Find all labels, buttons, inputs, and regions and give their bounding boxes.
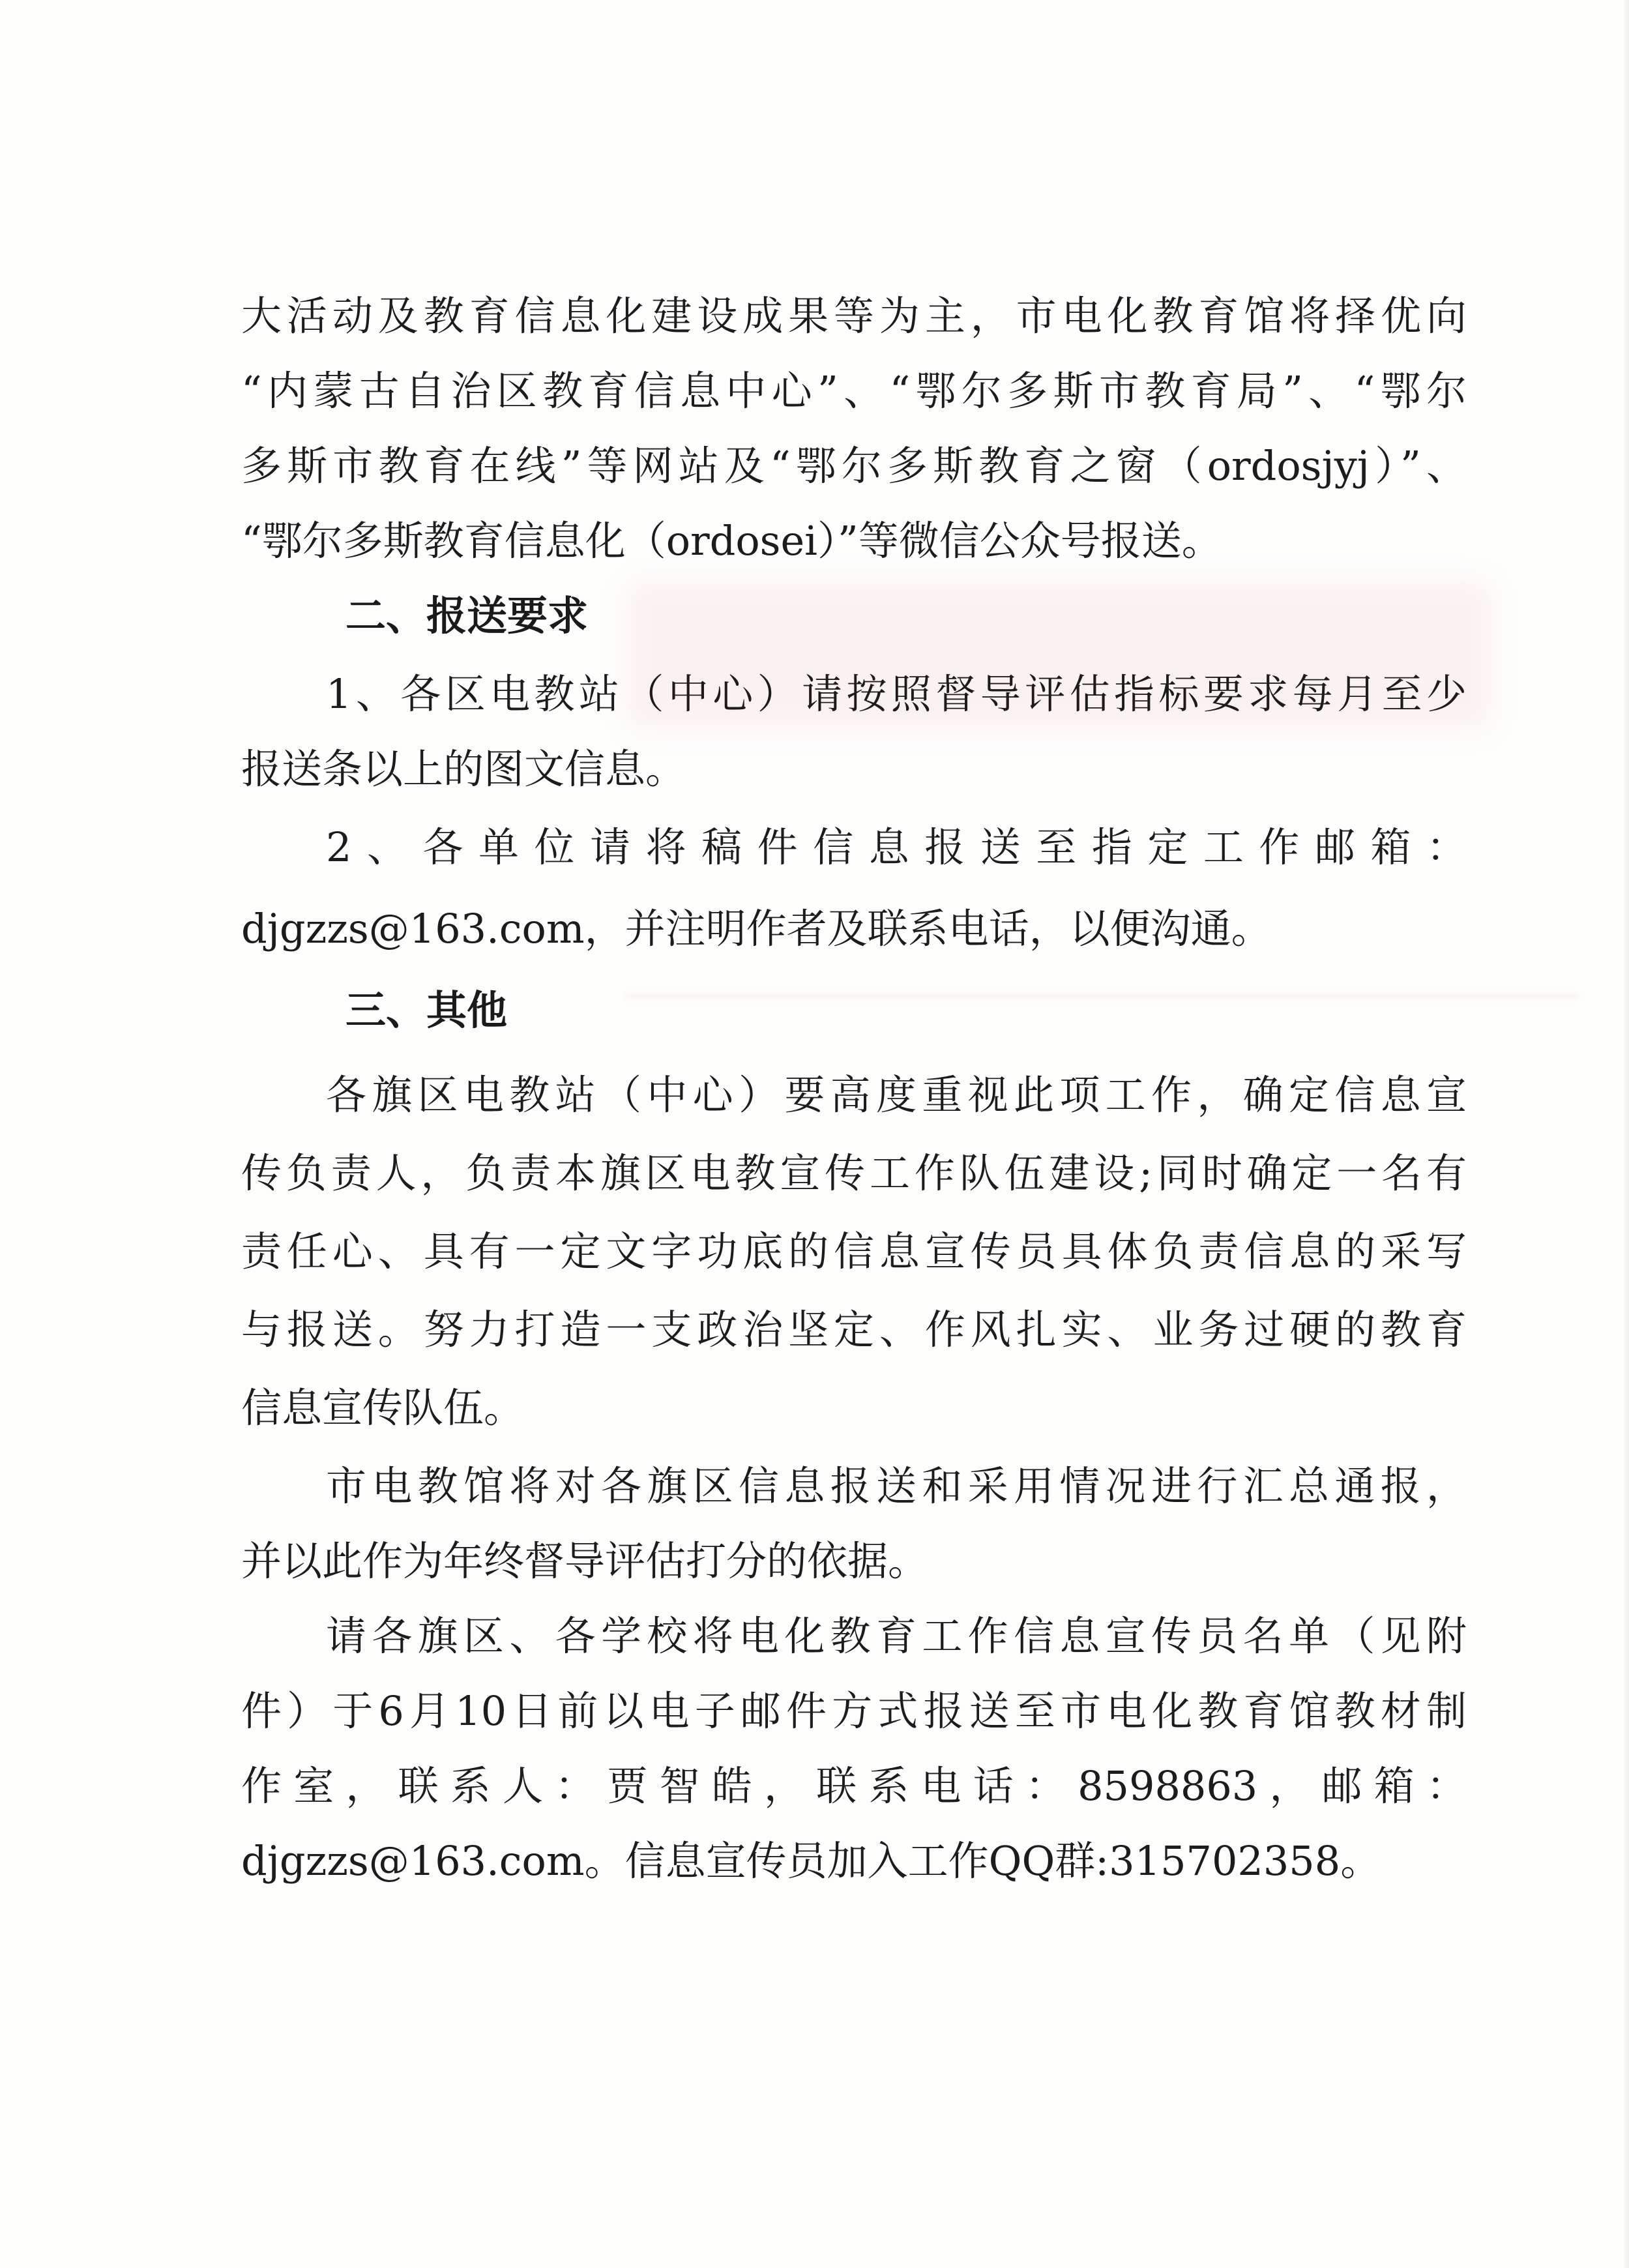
body-line: 与报送。努力打造一支政治坚定、作风扎实、业务过硬的教育 — [241, 1306, 1467, 1353]
body-line: djgzzs@163.com。信息宣传员加入工作QQ群:315702358。 — [241, 1837, 1381, 1885]
body-line: 信息宣传队伍。 — [241, 1384, 525, 1432]
body-line: 请各旗区、各学校将电化教育工作信息宣传员名单（见附 — [326, 1612, 1467, 1660]
body-line: 大活动及教育信息化建设成果等为主，市电化教育馆将择优向 — [241, 292, 1467, 340]
body-line: 并以此作为年终督导评估打分的依据。 — [241, 1537, 929, 1585]
body-line: “内蒙古自治区教育信息中心”、“鄂尔多斯市教育局”、“鄂尔 — [241, 367, 1467, 415]
body-line: 1、各区电教站（中心）请按照督导评估指标要求每月至少 — [326, 670, 1467, 718]
body-line: 报送条以上的图文信息。 — [241, 745, 686, 793]
body-line: 作室，联系人：贾智皓，联系电话：8598863，邮箱： — [241, 1762, 1467, 1810]
body-line: 多斯市教育在线”等网站及“鄂尔多斯教育之窗（ordosjyj）”、 — [241, 442, 1467, 490]
section-heading-requirements: 二、报送要求 — [345, 592, 589, 640]
body-line: “鄂尔多斯教育信息化（ordosei）”等微信公众号报送。 — [241, 517, 1222, 565]
body-line: 2、各单位请将稿件信息报送至指定工作邮箱： — [326, 823, 1467, 871]
scan-edge-shadow — [1622, 0, 1629, 2268]
body-line: djgzzs@163.com，并注明作者及联系电话，以便沟通。 — [241, 905, 1272, 952]
body-line: 各旗区电教站（中心）要高度重视此项工作，确定信息宣 — [326, 1071, 1467, 1119]
body-line: 责任心、具有一定文字功底的信息宣传员具体负责信息的采写 — [241, 1228, 1467, 1275]
body-line: 市电教馆将对各旗区信息报送和采用情况进行汇总通报， — [326, 1462, 1467, 1510]
section-heading-other: 三、其他 — [345, 986, 508, 1034]
body-line: 传负责人，负责本旗区电教宣传工作队伍建设;同时确定一名有 — [241, 1149, 1467, 1197]
reverse-side-rule-bleed — [626, 994, 1578, 998]
body-line: 件）于6月10日前以电子邮件方式报送至市电化教育馆教材制 — [241, 1687, 1467, 1735]
